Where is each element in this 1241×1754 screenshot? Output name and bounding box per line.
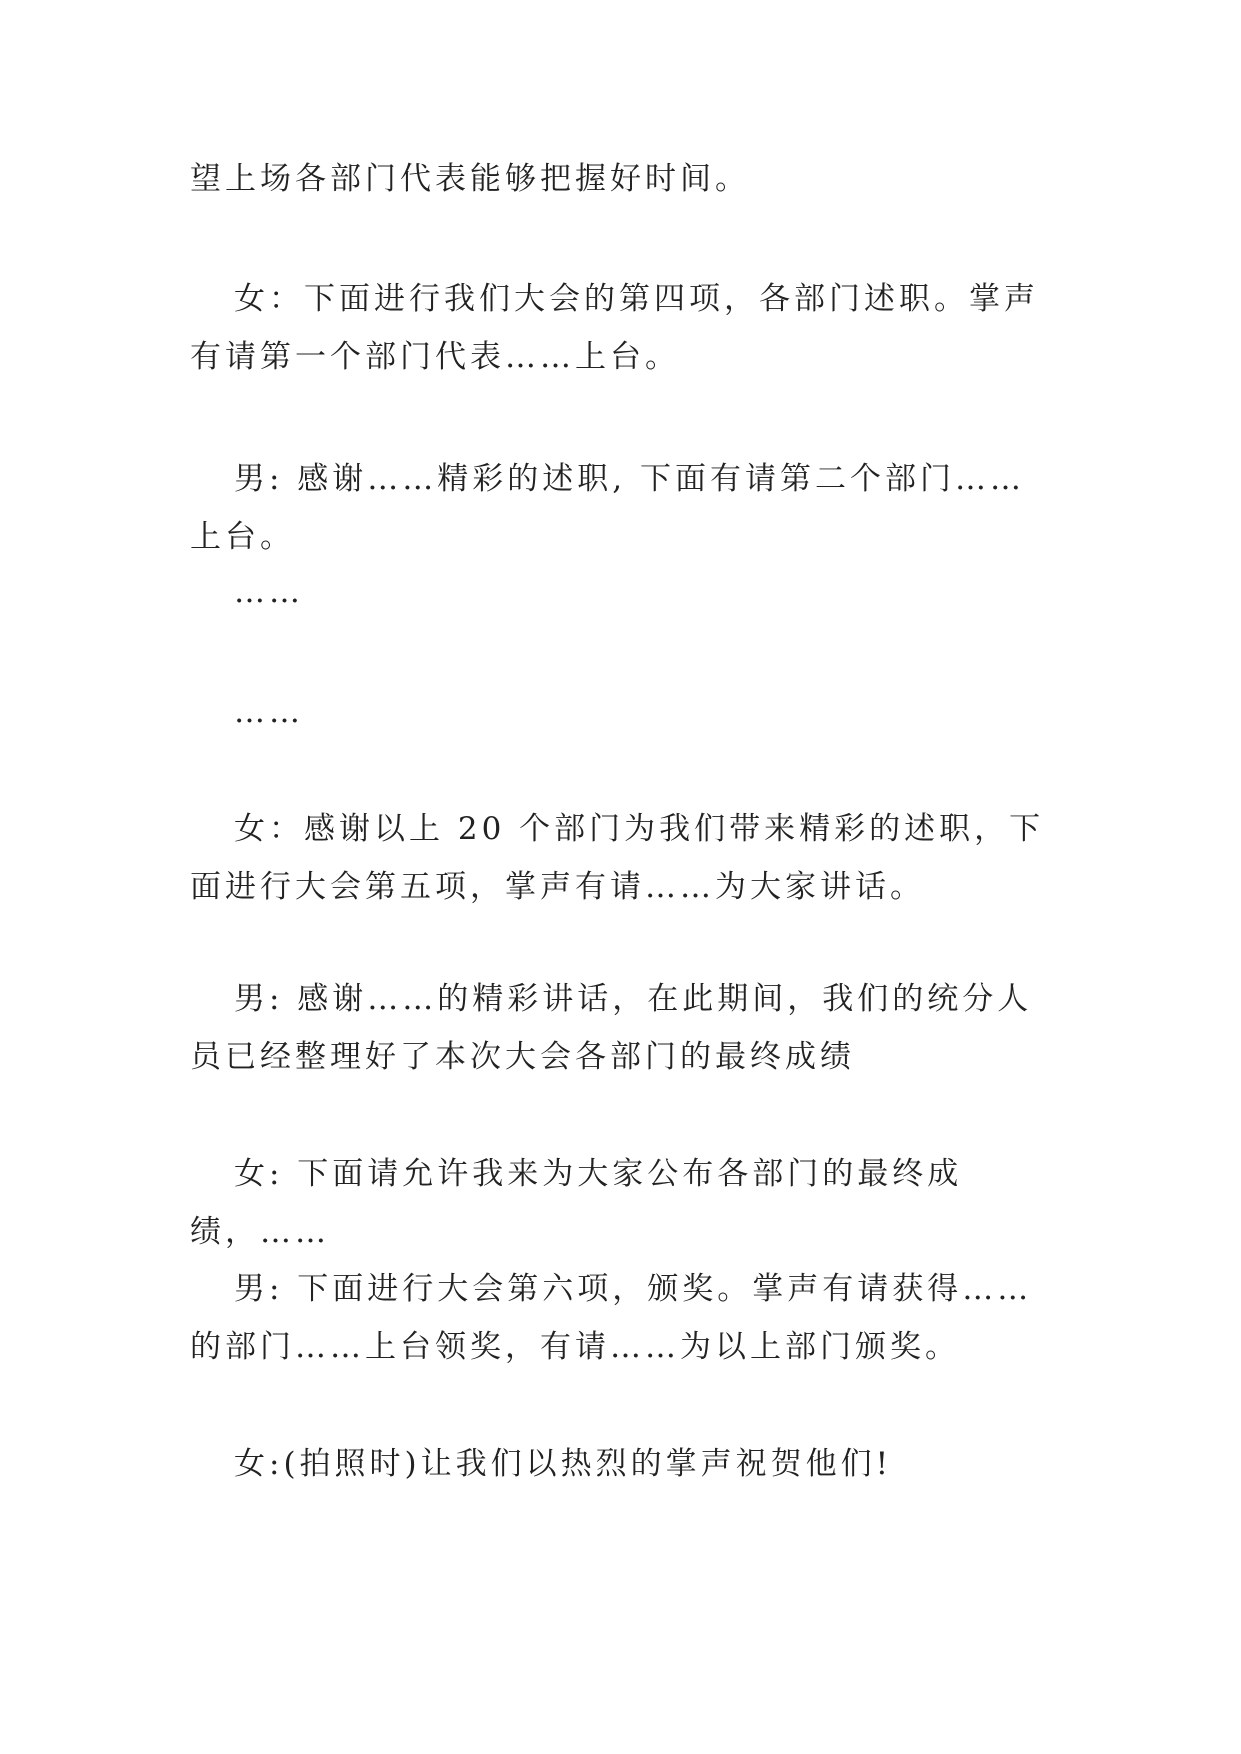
paragraph-4: …… [234, 574, 304, 610]
paragraph-6: 女：感谢以上 20 个部门为我们带来精彩的述职，下面进行大会第五项，掌声有请……为大家讲话。 [190, 811, 1045, 905]
paragraph-5: …… [234, 694, 304, 730]
paragraph-3: 男: 感谢……精彩的述职, 下面有请第二个部门……上台。 [190, 461, 1026, 555]
paragraph-1: 望上场各部门代表能够把握好时间。 [190, 161, 750, 197]
paragraph-10: 女:(拍照时)让我们以热烈的掌声祝贺他们! [234, 1446, 893, 1482]
paragraph-2: 女：下面进行我们大会的第四项，各部门述职。掌声有请第一个部门代表……上台。 [190, 281, 1039, 375]
paragraph-7: 男: 感谢……的精彩讲话，在此期间，我们的统分人员已经整理好了本次大会各部门的最终成绩 [190, 981, 1033, 1075]
paragraph-8: 女: 下面请允许我来为大家公布各部门的最终成绩，…… [190, 1156, 963, 1250]
paragraph-9: 男: 下面进行大会第六项，颁奖。掌声有请获得……的部门……上台领奖，有请……为以上部门颁奖。 [190, 1271, 1033, 1365]
